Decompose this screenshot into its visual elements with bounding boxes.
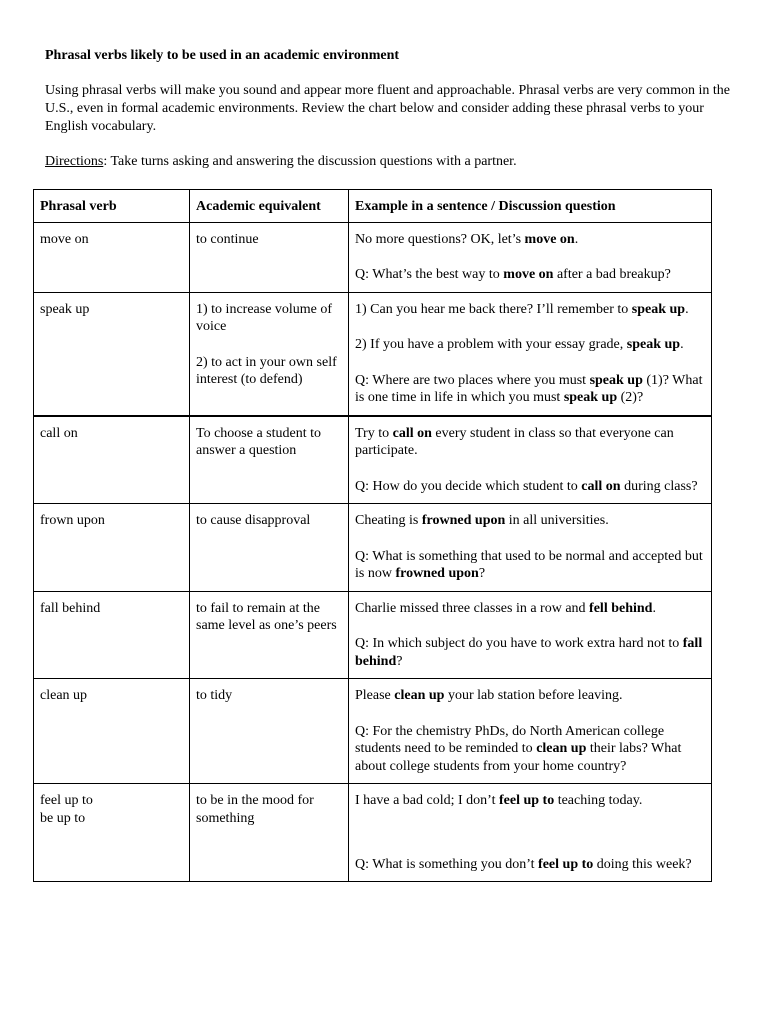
phrasal-verb-highlight: move on (503, 267, 554, 282)
academic-equivalent-cell (190, 416, 349, 504)
discussion-question (355, 266, 706, 284)
example-sentence (355, 425, 706, 460)
phrasal-verb-table (33, 189, 712, 882)
academic-equivalent-text: To choose a student to answer a question (196, 425, 321, 458)
example-text: during class? (620, 478, 698, 494)
phrasal-verb-text: frown upon (40, 513, 105, 528)
example-cell (349, 222, 712, 292)
table-body (34, 222, 712, 882)
table-row (34, 416, 712, 504)
academic-equivalent-text: to continue (196, 231, 259, 247)
phrasal-verb-highlight: feel up to (538, 856, 594, 872)
example-sentence (355, 600, 706, 618)
directions-text: : Take turns asking and answering the discussion questions with a partner. (103, 154, 517, 169)
academic-equivalent-text: to tidy (196, 688, 233, 703)
table-row (34, 504, 712, 592)
academic-equivalent-text: 1) to increase volume of voice (196, 301, 333, 334)
phrasal-verb-highlight: frowned upon (395, 566, 479, 581)
phrasal-verb-highlight: clean up (394, 688, 445, 703)
example-sentence (355, 512, 706, 530)
example-text: Q: How do you decide which student to (355, 478, 582, 494)
example-text: Charlie missed three classes in a row and (355, 600, 590, 616)
example-text: your lab station before leaving. (444, 688, 623, 703)
example-text: (2)? (617, 390, 644, 405)
example-text: ? (396, 653, 403, 669)
example-sentence (355, 687, 706, 705)
discussion-question (355, 478, 706, 496)
example-text: Q: What is something you don’t (355, 856, 539, 872)
phrasal-verb-highlight: speak up (631, 301, 686, 317)
example-sentence (355, 301, 706, 319)
phrasal-verb-highlight: fell behind (589, 600, 653, 616)
example-text: Q: What’s the best way to (355, 267, 504, 282)
phrasal-verb-highlight: feel up to (498, 793, 555, 808)
table-row (34, 222, 712, 292)
example-cell (349, 679, 712, 784)
example-text: Try to (355, 425, 393, 441)
header-academic-equivalent: Academic equivalent (190, 190, 349, 223)
example-cell (349, 416, 712, 504)
academic-equivalent-cell (190, 292, 349, 416)
example-cell (349, 504, 712, 592)
example-text: Q: Where are two places where you must (355, 372, 590, 388)
academic-equivalent-cell (190, 504, 349, 592)
phrasal-verb-text: fall behind (40, 600, 101, 616)
example-text: Q: In which subject do you have to work extra hard not to (355, 636, 683, 651)
example-text: (1)? What is one time in life in which you must (355, 372, 703, 405)
phrasal-verb-cell (34, 504, 190, 592)
phrasal-verb-text: clean up (40, 688, 88, 703)
phrasal-verb-text: move on (40, 231, 89, 247)
example-text: in all universities. (505, 513, 609, 528)
example-text: Q: What is something that used to be normal and accepted but is now (355, 548, 703, 581)
example-cell (349, 591, 712, 679)
example-text: every student in class so that everyone can participate. (355, 425, 674, 458)
example-text: 1) Can you hear me back there? I’ll remember to (355, 301, 632, 317)
example-text: I have a bad cold; I don’t (355, 793, 499, 808)
discussion-question (355, 856, 706, 874)
discussion-question (355, 635, 706, 670)
academic-equivalent-cell (190, 784, 349, 882)
phrasal-verb-highlight: speak up (563, 390, 618, 405)
example-text: Cheating is (355, 513, 422, 528)
phrasal-verb-cell (34, 416, 190, 504)
document-title: Phrasal verbs likely to be used in an academic environment (45, 48, 400, 63)
phrasal-verb-highlight: fall behind (355, 636, 703, 669)
table-row (34, 679, 712, 784)
example-text: their labs? What about college students from your home country? (355, 741, 682, 774)
academic-equivalent-text: 2) to act in your own self interest (to defend) (196, 354, 337, 387)
example-cell (349, 784, 712, 882)
phrasal-verb-text: call on (40, 425, 78, 441)
phrasal-verb-highlight: clean up (536, 741, 587, 756)
directions-line (45, 153, 517, 171)
example-text: ? (478, 566, 486, 581)
phrasal-verb-text: feel up to (40, 793, 93, 808)
example-text: doing this week? (593, 856, 692, 872)
phrasal-verb-cell (34, 222, 190, 292)
example-sentence (355, 336, 706, 354)
phrasal-verb-highlight: speak up (589, 372, 643, 388)
table-row (34, 591, 712, 679)
example-text: 2) If you have a problem with your essay grade, (355, 337, 627, 352)
phrasal-verb-text: speak up (40, 301, 90, 317)
example-text: after a bad breakup? (553, 267, 671, 282)
example-text: . (680, 337, 684, 352)
phrasal-verb-cell (34, 679, 190, 784)
academic-equivalent-cell (190, 591, 349, 679)
phrasal-verb-cell (34, 784, 190, 882)
phrasal-verb-text: be up to (40, 810, 86, 826)
header-phrasal-verb: Phrasal verb (34, 190, 190, 223)
academic-equivalent-text: to cause disapproval (196, 513, 311, 528)
academic-equivalent-cell (190, 679, 349, 784)
table-row (34, 292, 712, 416)
intro-paragraph: Using phrasal verbs will make you sound and appear more fluent and approachable. Phrasal verbs are very common in the U.S., even in formal academic environments. Review the chart below and consider adding these phrasal verbs to your English vocabulary. (45, 83, 731, 134)
example-text: No more questions? OK, let’s (355, 231, 525, 247)
phrasal-verb-cell (34, 292, 190, 416)
table-header-row (34, 190, 712, 223)
directions-label: Directions (45, 154, 104, 169)
example-sentence (355, 231, 706, 249)
discussion-question (355, 548, 706, 583)
phrasal-verb-highlight: call on (392, 425, 432, 441)
example-cell (349, 292, 712, 416)
academic-equivalent-text: to be in the mood for something (196, 793, 314, 826)
example-text: Please (355, 688, 395, 703)
example-text: . (652, 600, 656, 616)
phrasal-verb-highlight: speak up (626, 337, 681, 352)
academic-equivalent-text: to fail to remain at the same level as one’s peers (196, 600, 337, 633)
example-sentence (355, 792, 706, 810)
table-row (34, 784, 712, 882)
header-example: Example in a sentence / Discussion question (349, 190, 712, 223)
academic-equivalent-cell (190, 222, 349, 292)
discussion-question (355, 372, 706, 407)
phrasal-verb-highlight: frowned upon (421, 513, 506, 528)
example-text: Q: For the chemistry PhDs, do North American college students need to be reminded to (355, 723, 665, 756)
example-text: . (574, 231, 579, 247)
phrasal-verb-highlight: move on (524, 231, 575, 247)
example-text: teaching today. (554, 793, 643, 808)
discussion-question (355, 723, 706, 776)
phrasal-verb-cell (34, 591, 190, 679)
example-text: . (685, 301, 689, 317)
phrasal-verb-highlight: call on (581, 478, 621, 494)
